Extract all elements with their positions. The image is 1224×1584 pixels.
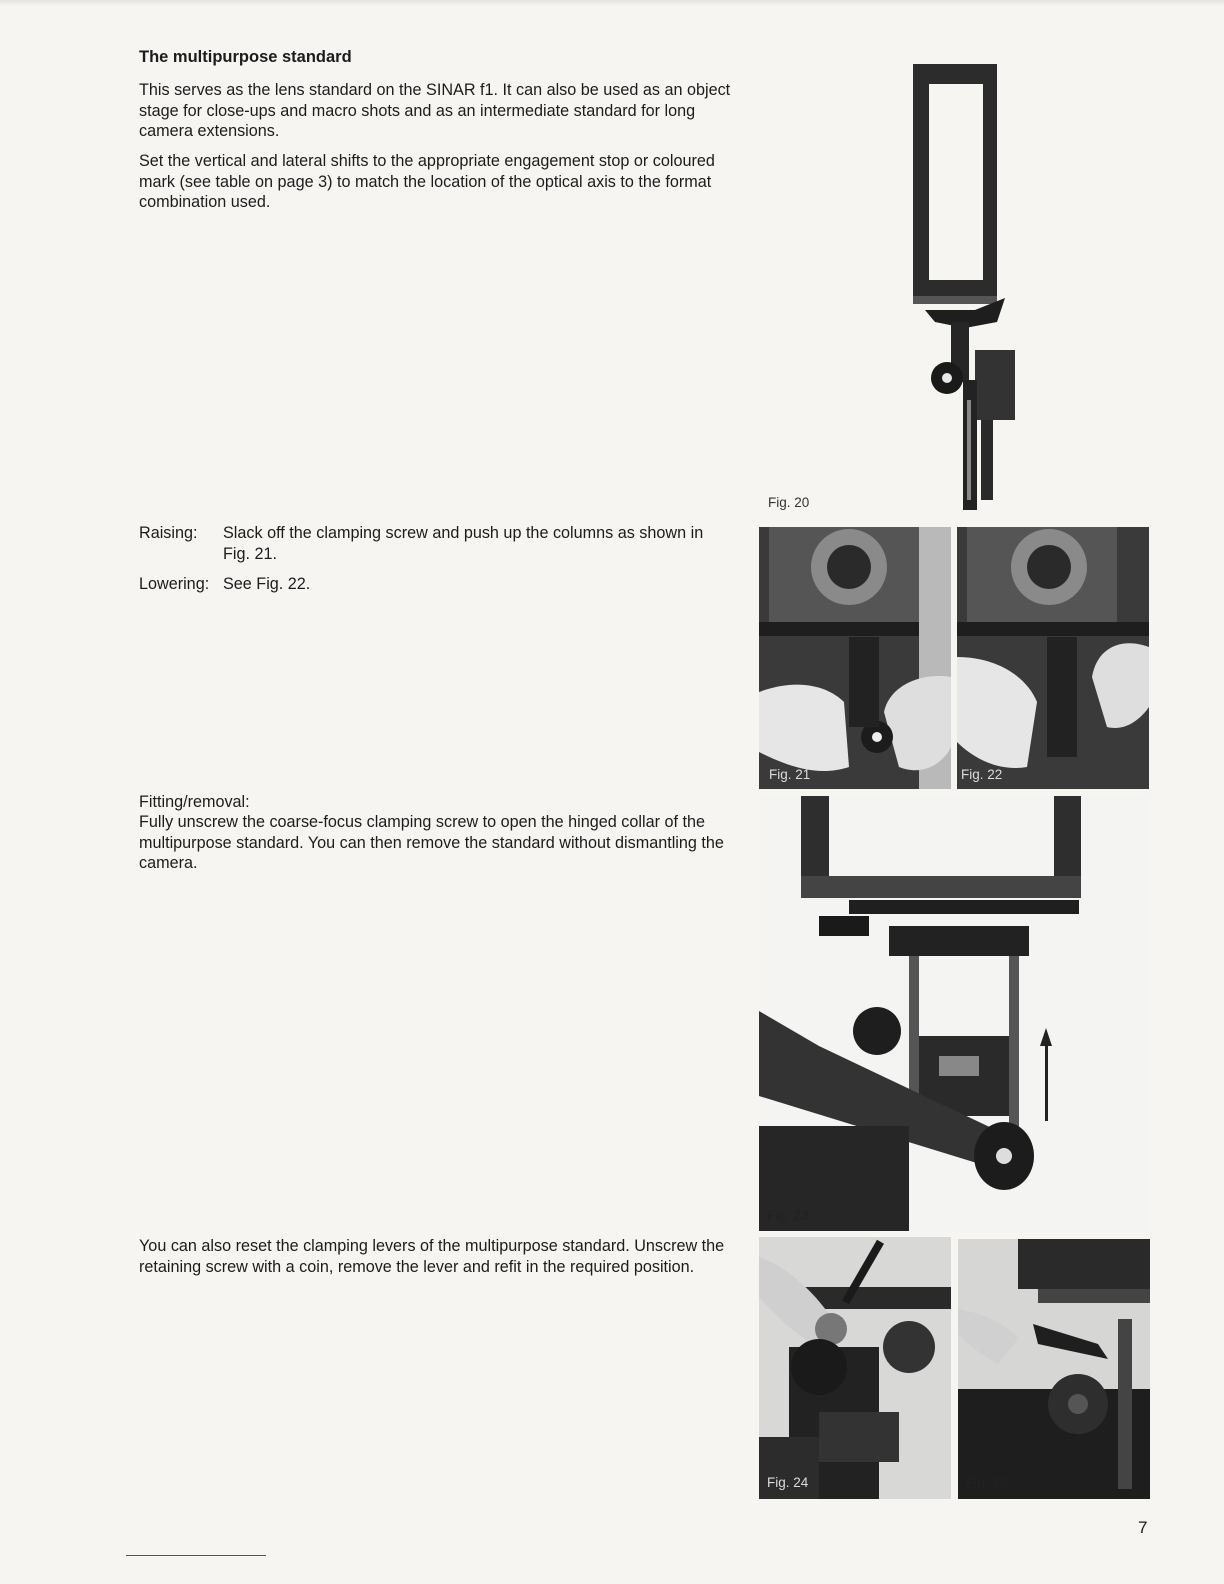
raising-term: Raising: xyxy=(139,524,198,542)
raising-entry xyxy=(139,523,739,565)
lowering-term: Lowering: xyxy=(139,575,210,593)
section-heading: The multipurpose standard xyxy=(139,48,352,66)
figure-21-label: Fig. 21 xyxy=(769,767,811,782)
figure-23-photo xyxy=(759,796,1149,1231)
figure-24-photo xyxy=(759,1237,951,1499)
fitting-paragraph: Fully unscrew the coarse-focus clamping screw to open the hinged collar of the multipurpose standard. You can then remove the standard without dismantling the camera. xyxy=(139,813,724,873)
figure-23-label: Fig. 23 xyxy=(767,1208,809,1223)
figure-20-label: Fig. 20 xyxy=(768,495,810,510)
lever-refit-illustration xyxy=(958,1239,1150,1499)
levers-paragraph: You can also reset the clamping levers of the multipurpose standard. Unscrew the retaining screw with a coin, remove the lever and refit in the required position. xyxy=(139,1237,725,1276)
figure-24-label: Fig. 24 xyxy=(767,1475,809,1490)
raising-text: Slack off the clamping screw and push up the columns as shown in Fig. 21. xyxy=(223,524,704,563)
page-number: 7 xyxy=(1138,1518,1148,1537)
lowering-entry xyxy=(139,574,739,596)
standard-illustration xyxy=(905,60,1025,515)
coin-screw-illustration xyxy=(759,1237,951,1499)
figure-21-photo xyxy=(759,527,951,789)
lowering-text: See Fig. 22. xyxy=(223,575,311,593)
fitting-title: Fitting/removal: xyxy=(139,793,250,811)
figure-20-photo xyxy=(905,60,1025,515)
footer-rule xyxy=(126,1555,266,1556)
figure-25-label: Fig. 25 xyxy=(966,1475,1008,1490)
figure-22-label: Fig. 22 xyxy=(961,767,1003,782)
figure-25-photo xyxy=(958,1239,1150,1499)
page-edge xyxy=(0,0,1224,6)
hands-raising-illustration xyxy=(759,527,951,789)
hands-lowering-illustration xyxy=(957,527,1149,789)
shifts-paragraph: Set the vertical and lateral shifts to the appropriate engagement stop or coloured mark (see table on page 3) to match the location of the optical axis to the format combination used. xyxy=(139,152,715,212)
intro-paragraph: This serves as the lens standard on the SINAR f1. It can also be used as an object stage for close-ups and macro shots and as an intermediate standard for long camera extensions. xyxy=(139,81,731,141)
figure-22-photo xyxy=(957,527,1149,789)
rail-standard-illustration xyxy=(759,796,1149,1231)
